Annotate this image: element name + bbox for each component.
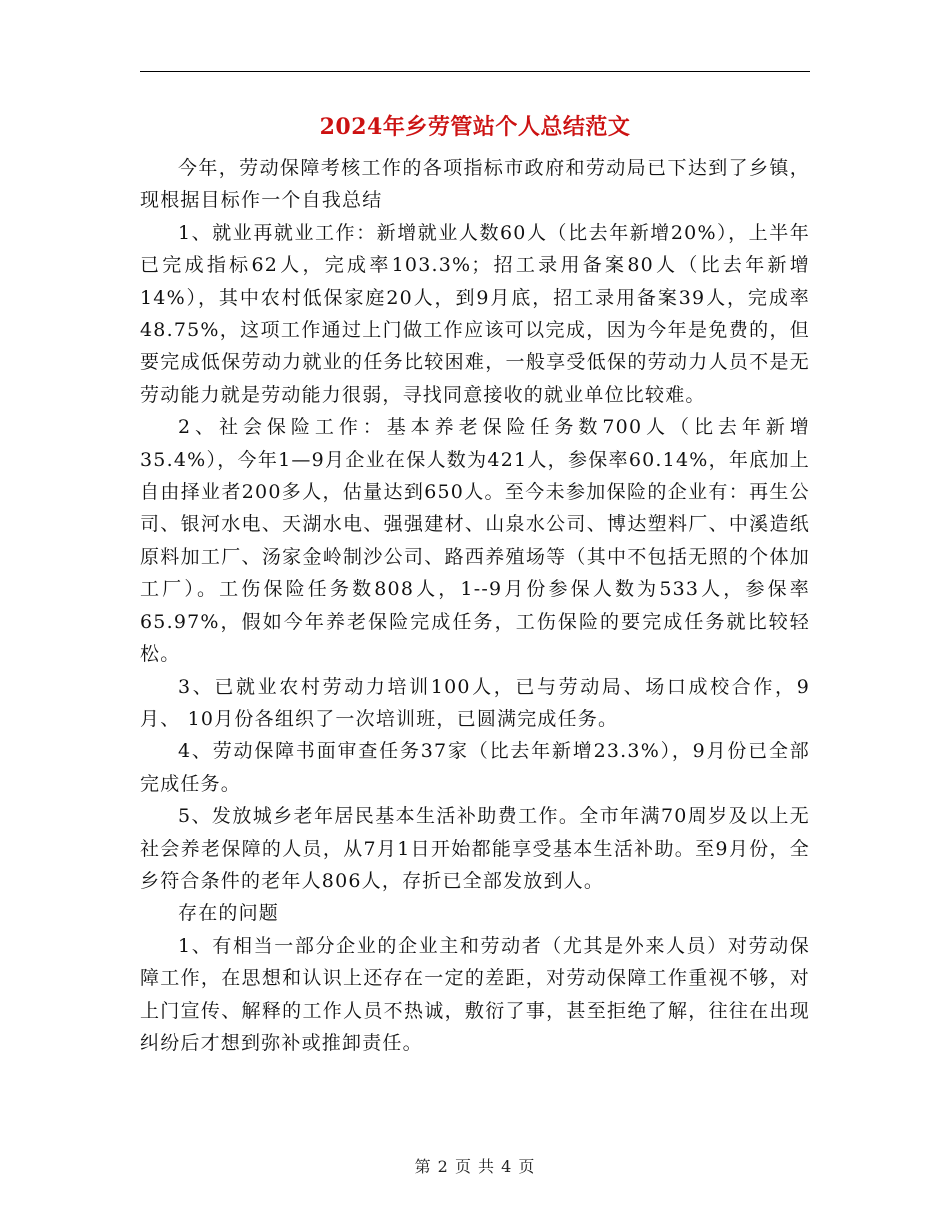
- document-title: 2024年乡劳管站个人总结范文: [319, 114, 631, 140]
- section-heading-problems: 存在的问题: [178, 902, 280, 925]
- paragraph-intro: 今年，劳动保障考核工作的各项指标市政府和劳动局已下达到了乡镇，现根据目标作一个自我总结: [140, 157, 810, 212]
- paragraph-problem-1: 1、有相当一部分企业的企业主和劳动者（尤其是外来人员）对劳动保障工作，在思想和认识上还存在一定的差距，对劳动保障工作重视不够，对上门宣传、解释的工作人员不热诚，敷衍了事，甚至拒绝了解，往往在出现纠纷后才想到弥补或推卸责任。: [140, 934, 810, 1054]
- paragraph-review: 4、劳动保障书面审查任务37家（比去年新增23.3%），9月份已全部完成任务。: [140, 740, 810, 795]
- paragraph-elderly-subsidy: 5、发放城乡老年居民基本生活补助费工作。全市年满70周岁及以上无社会养老保障的人员，从7月1日开始都能享受基本生活补助。至9月份，全乡符合条件的老年人806人，存折已全部发放到人。: [140, 805, 810, 892]
- paragraph-social-insurance: 2、社会保险工作：基本养老保险任务数700人（比去年新增35.4%），今年1—9月企业在保人数为421人，参保率60.14%，年底加上自由择业者200多人，估量达到650人。至今未参加保险的企业有：再生公司、银河水电、天湖水电、强强建材、山泉水公司、博达塑料厂、中溪造纸原料加工厂、汤家金岭制沙公司、路西养殖场等（其中不包括无照的个体加工厂）。工伤保险任务数808人，1--9月份参保人数为533人，参保率65.97%，假如今年养老保险完成任务，工伤保险的要完成任务就比较轻松。: [140, 416, 810, 666]
- page-number-footer: 第 2 页 共 4 页: [414, 1157, 536, 1176]
- paragraph-employment: 1、就业再就业工作：新增就业人数60人（比去年新增20%），上半年已完成指标62人，完成率103.3%；招工录用备案80人（比去年新增14%），其中农村低保家庭20人，到9月底，招工录用备案39人，完成率48.75%，这项工作通过上门做工作应该可以完成，因为今年是免费的，但要完成低保劳动力就业的任务比较困难，一般享受低保的劳动力人员不是无劳动能力就是劳动能力很弱，寻找同意接收的就业单位比较难。: [140, 221, 810, 406]
- header-rule: [140, 71, 810, 72]
- paragraph-training: 3、已就业农村劳动力培训100人，已与劳动局、场口成校合作，9月、 10月份各组织了一次培训班，已圆满完成任务。: [140, 675, 810, 730]
- document-body: [140, 152, 810, 1059]
